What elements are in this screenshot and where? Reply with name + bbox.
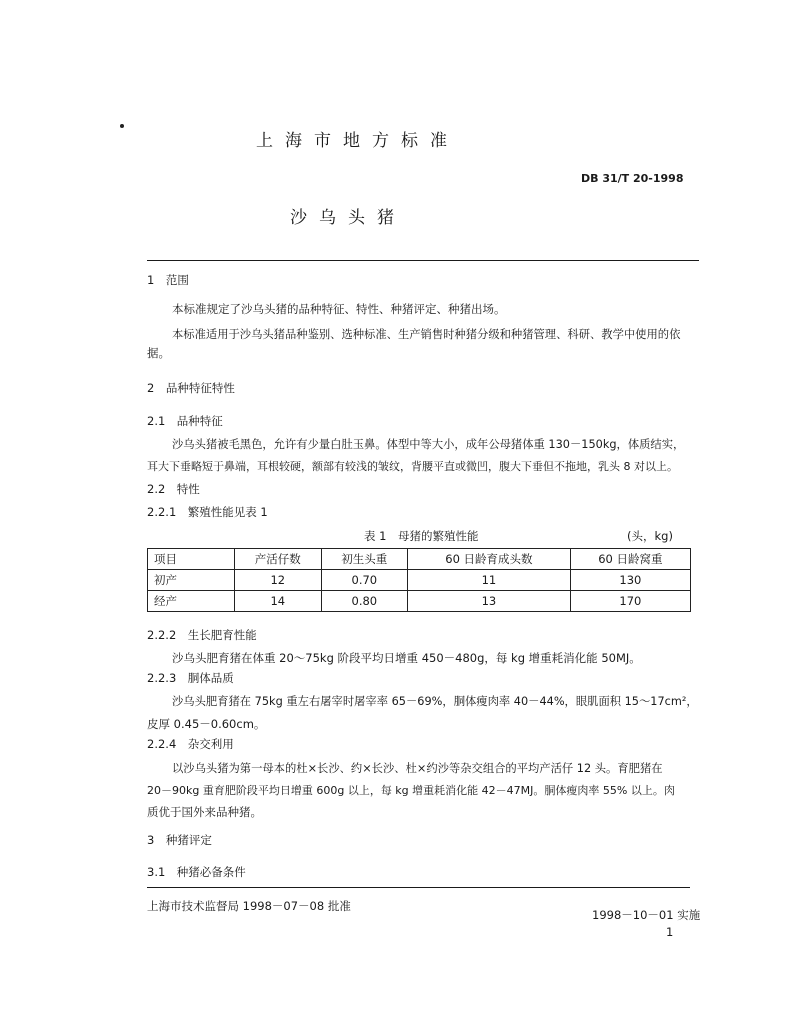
table-row [148, 591, 691, 612]
section-2-2-3-heading: 2.2.3 胴体品质 [147, 671, 234, 685]
table-cell: 13 [408, 591, 571, 612]
section-2-1-heading: 2.1 品种特征 [147, 414, 223, 428]
standard-series-title: 上海市地方标准 [256, 131, 459, 151]
table-header-cell: 项目 [148, 549, 235, 570]
table-header-cell: 60 日龄窝重 [570, 549, 690, 570]
table-cell: 0.80 [321, 591, 408, 612]
section-2-2-heading: 2.2 特性 [147, 482, 200, 496]
section-2-2-4-line-1: 以沙乌头猪为第一母本的杜×长沙、约×长沙、杜×约沙等杂交组合的平均产活仔 12 头。育肥猪在 [172, 762, 663, 775]
section-2-heading: 2 品种特征特性 [147, 381, 235, 395]
footer-rule [147, 887, 690, 888]
table-cell: 12 [235, 570, 322, 591]
table-cell: 14 [235, 591, 322, 612]
section-2-2-3-line-1: 沙乌头肥育猪在 75kg 重左右屠宰时屠宰率 65－69%，胴体瘦肉率 40－44%，眼肌面积 15～17cm²， [172, 695, 698, 708]
standard-code: DB 31/T 20-1998 [581, 172, 684, 185]
table-cell: 0.70 [321, 570, 408, 591]
section-2-2-4-line-2: 20－90kg 重育肥阶段平均日增重 600g 以上，每 kg 增重耗消化能 42－47MJ。胴体瘦肉率 55% 以上。肉 [147, 784, 675, 797]
section-1-paragraph-2-line-1: 本标准适用于沙乌头猪品种鉴别、选种标准、生产销售时种猪分级和种猪管理、科研、教学中使用的依 [172, 328, 681, 341]
page-number: 1 [666, 925, 674, 939]
section-1-heading: 1 范围 [147, 273, 189, 287]
section-1-paragraph-2-line-2: 据。 [147, 346, 170, 360]
table-1 [147, 548, 691, 612]
scan-speck [120, 124, 124, 128]
section-2-1-line-1: 沙乌头猪被毛黑色，允许有少量白肚玉鼻。体型中等大小，成年公母猪体重 130－150kg，体质结实， [172, 438, 685, 451]
table-cell: 130 [570, 570, 690, 591]
section-2-2-4-heading: 2.2.4 杂交利用 [147, 737, 234, 751]
table-header-cell: 产活仔数 [235, 549, 322, 570]
section-2-2-3-line-2: 皮厚 0.45－0.60cm。 [147, 717, 266, 731]
table-header-cell: 初生头重 [321, 549, 408, 570]
section-2-2-4-line-3: 质优于国外来品种猪。 [147, 805, 262, 819]
approval-text: 上海市技术监督局 1998－07－08 批准 [147, 899, 351, 913]
document-title: 沙乌头猪 [290, 208, 406, 228]
section-2-2-2-heading: 2.2.2 生长肥育性能 [147, 628, 257, 642]
section-1-paragraph-1: 本标准规定了沙乌头猪的品种特征、特性、种猪评定、种猪出场。 [172, 302, 506, 316]
table-cell: 初产 [148, 570, 235, 591]
table-header-cell: 60 日龄育成头数 [408, 549, 571, 570]
table-1-caption: 表 1 母猪的繁殖性能 [364, 529, 479, 543]
section-2-2-1-heading: 2.2.1 繁殖性能见表 1 [147, 505, 268, 519]
header-rule [147, 260, 699, 261]
section-2-1-line-2: 耳大下垂略短于鼻端，耳根较硬，额部有较浅的皱纹，背腰平直或微凹，腹大下垂但不拖地，乳头 8 对以上。 [147, 460, 678, 473]
table-cell: 170 [570, 591, 690, 612]
table-row [148, 570, 691, 591]
section-3-heading: 3 种猪评定 [147, 833, 212, 847]
implementation-date: 1998－10－01 实施 [592, 908, 701, 922]
section-2-2-2-line-1: 沙乌头肥育猪在体重 20～75kg 阶段平均日增重 450－480g，每 kg 增重耗消化能 50MJ。 [172, 651, 641, 665]
section-3-1-heading: 3.1 种猪必备条件 [147, 865, 246, 879]
table-cell: 11 [408, 570, 571, 591]
table-cell: 经产 [148, 591, 235, 612]
table-1-unit: (头，kg) [627, 529, 673, 543]
table-header-row [148, 549, 691, 570]
